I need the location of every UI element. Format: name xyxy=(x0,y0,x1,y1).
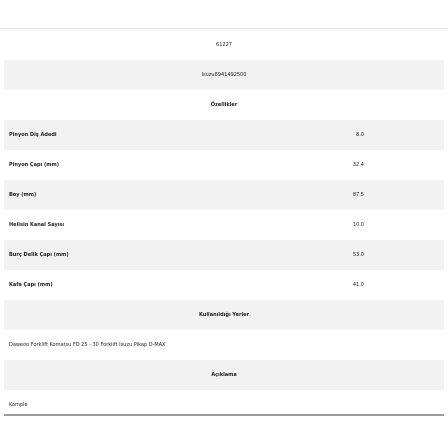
spec-table xyxy=(4,30,444,420)
description-text: Komple xyxy=(9,402,28,408)
spec-label: Pinyon Çapı (mm) xyxy=(9,162,59,168)
product-code-row xyxy=(4,30,444,60)
spec-label: Pinyon Diş Adedi xyxy=(9,132,57,138)
description-title-row xyxy=(4,360,444,390)
spec-value: 8.0 xyxy=(356,132,364,138)
spec-row xyxy=(4,270,444,300)
spec-row xyxy=(4,180,444,210)
spec-row xyxy=(4,240,444,270)
spec-label: Boy (mm) xyxy=(9,192,37,198)
spec-value: 53.0 xyxy=(352,252,364,258)
spec-value: 87.5 xyxy=(352,192,364,198)
spec-row xyxy=(4,150,444,180)
description-title: Açıklama xyxy=(211,372,237,378)
spec-value: 10.0 xyxy=(352,222,364,228)
product-code: 61227 xyxy=(216,42,232,48)
features-title: Özellikler xyxy=(210,102,238,108)
top-divider xyxy=(0,28,448,29)
spec-row xyxy=(4,210,444,240)
part-number-row xyxy=(4,60,444,90)
spec-label: Kafa Çapı (mm) xyxy=(9,282,53,288)
bottom-divider xyxy=(4,414,444,416)
spec-value: 32.4 xyxy=(352,162,364,168)
spec-label: Burç Delik Çapı (mm) xyxy=(9,252,69,258)
usage-title-row xyxy=(4,300,444,330)
usage-text: Daweoo Forklift Komatsu FD 25 - 30 Forklift Isuzu Pikap D-MAX xyxy=(9,342,166,348)
spec-row xyxy=(4,120,444,150)
part-number: Isuzu8941492500 xyxy=(201,72,247,78)
spec-value: 41.0 xyxy=(352,282,364,288)
usage-text-row xyxy=(4,330,444,360)
usage-title: Kullanıldığı Yerler xyxy=(198,312,250,318)
features-title-row xyxy=(4,90,444,120)
spec-label: Helisin Kanal Sayısı xyxy=(9,222,65,228)
